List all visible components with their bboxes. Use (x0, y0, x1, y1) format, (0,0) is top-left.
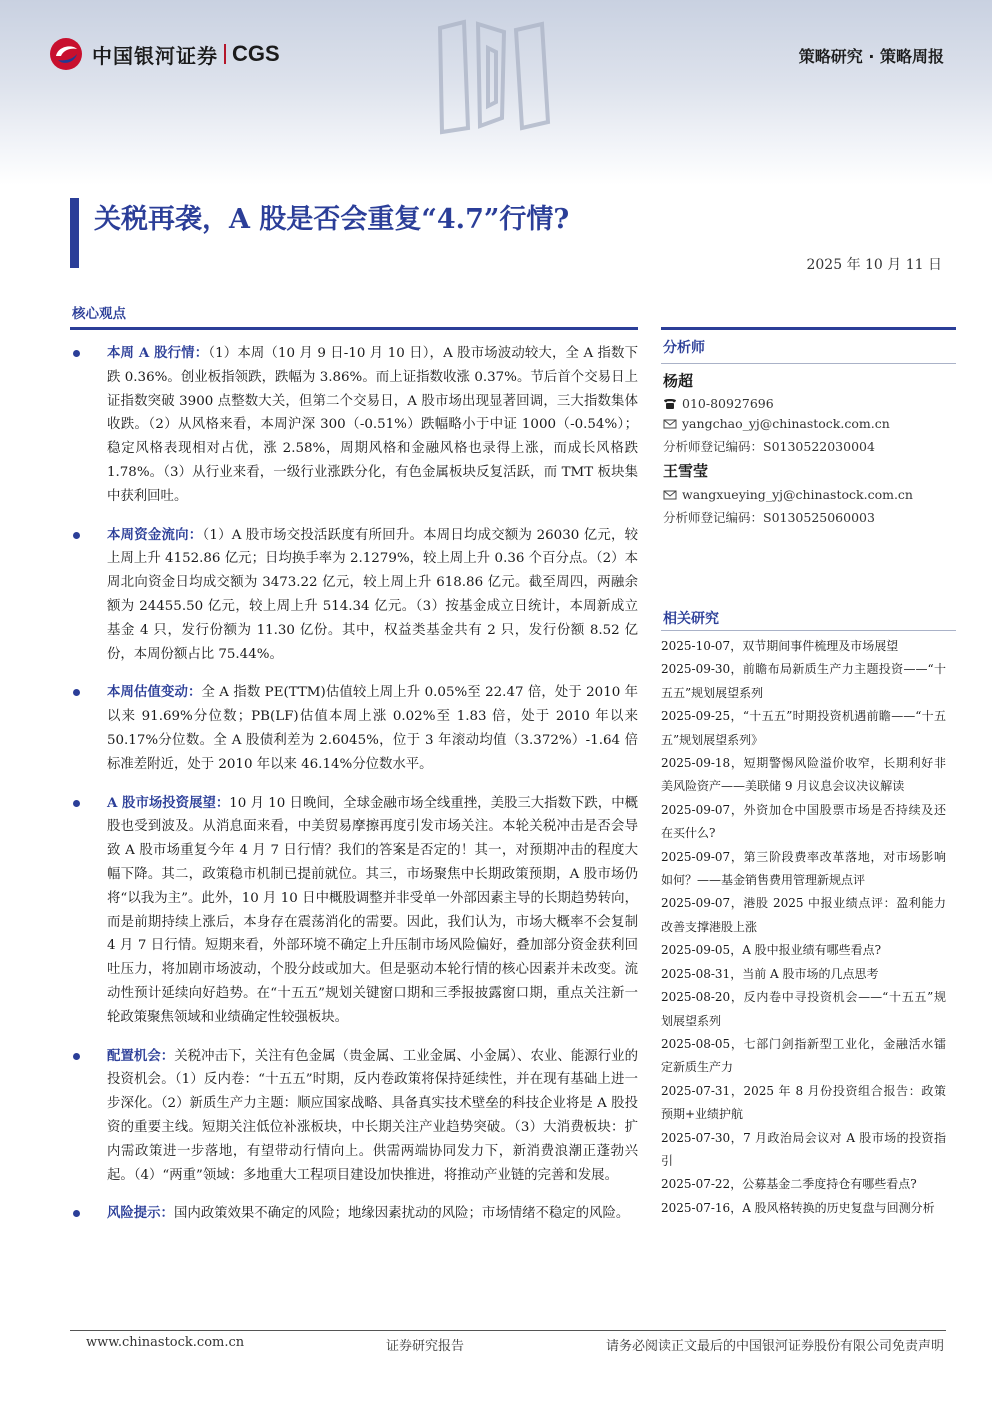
bullet-icon (73, 689, 80, 696)
related-research-item[interactable]: 2025-10-07，双节期间事件梳理及市场展望 (661, 639, 899, 653)
footer-rule (70, 1330, 946, 1331)
core-view-item (70, 1045, 638, 1188)
footer-website-link[interactable]: www.chinastock.com.cn (86, 1335, 245, 1350)
analyst-name: 杨超 (663, 372, 694, 390)
analyst-name: 王雪莹 (663, 462, 709, 480)
mail-icon (663, 489, 677, 501)
bullet-icon (73, 350, 80, 357)
core-view-heading: A 股市场投资展望： (107, 794, 230, 811)
related-research-heading: 相关研究 (663, 611, 719, 627)
analyst-registration: 分析师登记编码：S0130525060003 (663, 510, 875, 525)
core-view-heading: 本周估值变动： (107, 684, 202, 701)
core-view-heading: 配置机会： (107, 1047, 175, 1064)
report-date: 2025 年 10 月 11 日 (806, 257, 942, 273)
bullet-icon (73, 1053, 80, 1060)
logo-divider (224, 44, 226, 64)
analyst-email-address[interactable]: wangxueying_yj@chinastock.com.cn (682, 487, 913, 502)
report-title: 关税再袭，A 股是否会重复“4.7”行情? (94, 204, 570, 235)
bullet-icon (73, 532, 80, 539)
core-view-item (70, 681, 638, 776)
related-research-item[interactable]: 2025-07-16，A 股风格转换的历史复盘与回测分析 (661, 1200, 935, 1215)
analyst-rule (661, 327, 956, 330)
core-view-text: （1）A 股市场交投活跃度有所回升。本周日均成交额为 26030 亿元，较上周上升 4152.86 亿元；日均换手率为 2.1279%，较上周上升 0.36 个百分点。（2）本周北向资金日均成交额为 3473.22 亿元，较上周上升 618.86 亿元。截至周四，两融余额为 24455.50 亿元，较上周上升 514.34 亿元。（3）按基金成立日统计，本周新成立基金 4 只，发行份额为 11.30 亿份。其中，权益类基金共有 2 只，发行份额 8.52 亿份，本周份额占比 75.44%。 (107, 527, 639, 662)
core-view-text: 国内政策效果不确定的风险；地缘因素扰动的风险；市场情绪不稳定的风险。 (173, 1206, 630, 1222)
cgs-watermark-graphic (430, 18, 560, 138)
core-views-heading: 核心观点 (72, 306, 126, 322)
title-accent-bar (70, 198, 79, 268)
core-view-item (70, 1202, 638, 1226)
bullet-icon (73, 1210, 80, 1217)
core-views-rule (70, 327, 638, 330)
core-view-heading: 风险提示： (107, 1205, 174, 1222)
analyst-email (663, 416, 890, 431)
footer-disclaimer: 请务必阅读正文最后的中国银河证券股份有限公司免责声明 (605, 1339, 944, 1354)
core-view-item (70, 792, 638, 1030)
related-research-list (661, 635, 946, 1220)
analyst-email-address[interactable]: yangchao_yj@chinastock.com.cn (682, 416, 890, 431)
related-research-item[interactable]: 2025-08-31，当前 A 股市场的几点思考 (661, 966, 879, 981)
mail-icon (663, 418, 677, 430)
related-research-item[interactable]: 2025-09-30，前瞻布局新质生产力主题投资——“十五五”规划展望系列 (661, 662, 946, 700)
core-view-text: （1）本周（10 月 9 日-10 月 10 日），A 股市场波动较大，全 A 指数下跌 0.36%。创业板指领跌，跌幅为 3.86%。而上证指数收涨 0.37%。节后首个交易日上证指数突破 3900 点整数大关，但第二个交易日，A 股市场出现显著回调，三大指数集体收跌。（2）从风格来看，本周沪深 300（-0.51%）跌幅略小于中证 1000（-0.54%）；稳定风格表现相对占优，涨 2.58%，周期风格和金融风格也录得上涨，而成长风格跌 1.78%。（3）从行业来看，一级行业涨跌分化，有色金属板块反复活跃，而 TMT 板块集中获利回吐。 (107, 346, 638, 504)
report-series: 策略研究 · 策略周报 (798, 47, 944, 66)
phone-icon (663, 398, 677, 410)
core-views-list (70, 342, 638, 1241)
related-research-rule (661, 630, 956, 631)
company-logo (48, 36, 280, 72)
core-view-text: 全 A 指数 PE(TTM)估值较上周上升 0.05%至 22.47 倍，处于 2010 年以来 91.69%分位数；PB(LF)估值本周上涨 0.02%至 1.83 倍，处于 2010 年以来 50.17%分位数。全 A 股债利差为 2.6045%，位于 3 年滚动均值（3.372%）-1.64 倍标准差附近，处于 2010 年以来 46.14%分位数水平。 (107, 685, 638, 772)
related-research-item[interactable]: 2025-07-22，公募基金二季度持仓有哪些看点? (661, 1177, 917, 1192)
related-research-item[interactable]: 2025-09-05，A 股中报业绩有哪些看点? (661, 943, 882, 958)
bullet-icon (73, 800, 80, 807)
related-research-item[interactable]: 2025-09-07，港股 2025 中报业绩点评：盈利能力改善支撑港股上涨 (661, 896, 946, 934)
related-research-item[interactable]: 2025-08-20，反内卷中寻投资机会——“十五五”规划展望系列 (661, 990, 946, 1028)
logo-chinese-name: 中国银河证券 (92, 43, 218, 68)
core-view-item (70, 342, 638, 509)
core-view-heading: 本周 A 股行情： (107, 345, 209, 361)
related-research-item[interactable]: 2025-09-07，第三阶段费率改革落地，对市场影响如何？——基金销售费用管理新规点评 (661, 849, 946, 888)
footer-report-type: 证券研究报告 (386, 1339, 465, 1354)
core-view-text: 10 月 10 日晚间，全球金融市场全线重挫，美股三大指数下跌，中概股也受到波及。从消息面来看，中美贸易摩擦再度引发市场关注。本轮关税冲击是否会导致 A 股市场重复今年 4 月 7 日行情？我们的答案是否定的！其一，对预期冲击的程度大幅下降。其二，政策稳市机制已提前就位。其三，市场聚焦中长期政策预期，A 股市场仍将“以我为主”。此外，10 月 10 日中概股调整并非受单一外部因素主导的长期趋势转向，而是前期持续上涨后，本身存在震荡消化的需要。因此，我们认为，市场大概率不会复制 4 月 7 日行情。短期来看，外部环境不确定上升压制市场风险偏好，叠加部分资金获利回吐压力，将加剧市场波动，个股分歧或加大。但是驱动本轮行情的核心因素并未改变。流动性预计延续向好趋势。在“十五五”规划关键窗口期和三季报披露窗口期，重点关注新一轮政策聚焦领域和业绩确定性较强板块。 (107, 795, 638, 1025)
related-research-item[interactable]: 2025-09-07，外资加仓中国股票市场是否持续及还在买什么? (661, 802, 946, 841)
related-research-item[interactable]: 2025-07-30，7 月政治局会议对 A 股市场的投资指引 (661, 1130, 946, 1168)
analyst-phone-number: 010-80927696 (682, 396, 774, 411)
analyst-email (663, 487, 913, 502)
core-view-item (70, 524, 638, 667)
related-research-item[interactable]: 2025-08-05，七部门剑指新型工业化，金融活水镭定新质生产力 (661, 1036, 946, 1075)
core-view-text: 关税冲击下，关注有色金属（贵金属、工业金属、小金属）、农业、能源行业的投资机会。（1）反内卷：“十五五”时期，反内卷政策将保持延续性，并在现有基础上进一步深化。（2）新质生产力主题：顺应国家战略、具备真实技术壁垒的科技企业将是 A 股投资的重要主线。短期关注低位补涨板块，中长期关注产业趋势突破。（3）大消费板块：扩内需政策进一步落地，有望带动行情向上。供需两端协同发力下，新消费浪潮正蓬勃兴起。（4）“两重”领域：多地重大工程项目建设加快推进，将推动产业链的完善和发展。 (107, 1048, 638, 1183)
related-research-item[interactable]: 2025-09-25，“十五五”时期投资机遇前瞻——“十五五”规划展望系列》 (661, 709, 946, 747)
analyst-registration: 分析师登记编码：S0130522030004 (663, 439, 875, 454)
related-research-item[interactable]: 2025-09-18，短期警惕风险溢价收窄，长期利好非美风险资产——美联储 9 月议息会议决议解读 (661, 756, 946, 794)
analyst-heading-underline (661, 363, 956, 364)
related-research-item[interactable]: 2025-07-31，2025 年 8 月份投资组合报告：政策预期+业绩护航 (661, 1083, 946, 1122)
core-view-heading: 本周资金流向： (107, 526, 203, 543)
analyst-phone (663, 396, 774, 411)
analyst-heading: 分析师 (663, 340, 705, 356)
cgs-logo-icon (48, 36, 84, 72)
logo-english-name: CGS (232, 41, 280, 66)
